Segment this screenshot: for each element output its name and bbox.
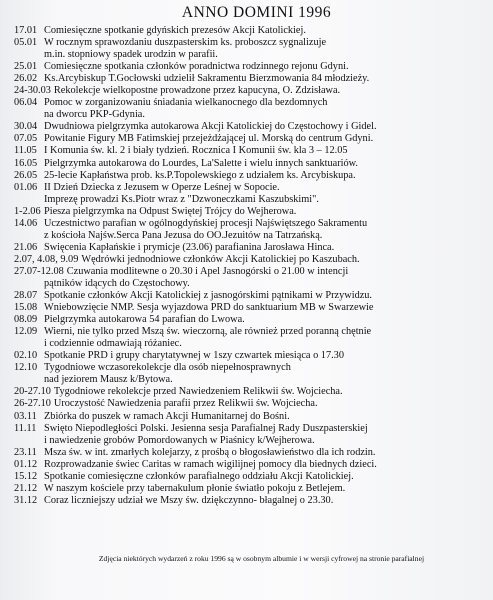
- entry-continuation: m.in. stopniowy spadek urodzin w parafii.: [44, 49, 218, 61]
- chronicle-entry: [14, 25, 484, 37]
- entry-date: 1-2.06: [14, 205, 41, 217]
- entry-text: II Dzień Dziecka z Jezusem w Operze Leśnej w Sopocie.: [44, 181, 280, 193]
- entry-text: Piesza pielgrzymka na Odpust Świętej Trójcy do Wejherowa.: [44, 205, 297, 217]
- entry-continuation: Imprezę prowadzi Ks.Piotr wraz z "Dzwoneczkami Kaszubskimi".: [44, 193, 319, 205]
- entry-date: 31.12: [14, 494, 38, 506]
- entry-text: Pielgrzymka autokarowa 54 parafian do Lwowa.: [44, 314, 245, 326]
- chronicle-entry: [14, 386, 484, 398]
- entry-text: Dwudniowa pielgrzymka autokarowa Akcji Katolickiej do Częstochowy i Gidel.: [44, 121, 377, 133]
- entry-text: Święto Niepodległości Polski. Jesienna sesja Parafialnej Rady Duszpasterskiej: [44, 422, 368, 434]
- entry-date: 12.09: [14, 326, 38, 338]
- chronicle-entry: [14, 350, 484, 362]
- entry-text: Zbiórka do puszek w ramach Akcji Humanitarnej do Bośni.: [44, 410, 290, 422]
- entry-text: Rekolekcje wielkopostne prowadzone przez kapucyna, O. Zdzisława.: [53, 85, 341, 97]
- entry-text: W rocznym sprawozdaniu duszpasterskim ks. proboszcz sygnalizuje: [44, 37, 327, 49]
- chronicle-entry: [14, 85, 484, 97]
- entry-text: I Komunia św. kl. 2 i biały tydzień. Rocznica I Komunii św. kla 3 – 12.05: [44, 145, 348, 157]
- chronicle-entry: [14, 495, 484, 507]
- entry-date: 27.07-12.08: [14, 265, 64, 277]
- entry-date: 24-30.03: [14, 85, 51, 97]
- chronicle-entry: [14, 459, 484, 471]
- entry-date: 03.11: [14, 410, 37, 422]
- entry-date: 07.05: [14, 133, 38, 145]
- entry-text: Pomoc w zorganizowaniu śniadania wielkanocnego dla bezdomnych: [44, 97, 328, 109]
- entry-text: Spotkanie comiesięczne członków parafialnego oddziału Akcji Katolickiej.: [44, 470, 354, 482]
- chronicle-entry: [14, 326, 484, 338]
- chronicle-entry: [14, 97, 484, 109]
- entry-continuation: i nawiedzenie grobów Pomordowanych w Piaśnicy k/Wejherowa.: [44, 434, 315, 446]
- entry-text: Ks.Arcybiskup T.Gocłowski udzielił Sakramentu Bierzmowania 84 młodzieży.: [44, 73, 370, 85]
- chronicle-entry: [14, 73, 484, 85]
- entry-text: Czuwania modlitewne o 20.30 i Apel Jasnogórski o 21.00 w intencji: [66, 265, 349, 277]
- chronicle-entry: [14, 362, 484, 374]
- entry-date: 15.12: [14, 470, 38, 482]
- chronicle-entry: [14, 145, 484, 157]
- entry-text: Pielgrzymka autokarowa do Lourdes, La'Salette i wielu innych sanktuariów.: [44, 157, 359, 169]
- chronicle-entry: [14, 290, 484, 302]
- footer-note: Zdjęcia niektórych wydarzeń z roku 1996 są w osobnym albumie i w wersji cyfrowej na stronie parafialnej: [98, 554, 425, 563]
- entry-text: Comiesięczne spotkanie gdyńskich prezesów Akcji Katolickiej.: [44, 25, 306, 36]
- entry-date: 08.09: [14, 314, 38, 326]
- entry-text: Rozprowadzanie świec Caritas w ramach wigilijnej pomocy dla biednych dzieci.: [44, 458, 377, 470]
- entry-text: W naszym kościele przy tabernakulum płonie światło pokoju z Betlejem.: [44, 482, 346, 494]
- entry-date: 06.04: [14, 97, 38, 109]
- chronicle-entry: [14, 483, 484, 495]
- entry-text: Msza św. w int. zmarłych kolejarzy, z prośbą o błogosławieństwo dla ich rodzin.: [44, 446, 376, 458]
- chronicle-entry: [14, 182, 484, 194]
- entry-date: 01.06: [14, 181, 38, 193]
- chronicle-entry: [14, 158, 484, 170]
- entry-date: 21.12: [14, 482, 38, 494]
- entry-continuation: i codziennie odmawiają różaniec.: [44, 338, 182, 350]
- chronicle-entry: [14, 170, 484, 182]
- chronicle-entries: [14, 25, 484, 507]
- chronicle-entry: [14, 121, 484, 133]
- entry-text: Spotkanie PRD i grupy charytatywnej w 1szy czwartek miesiąca o 17.30: [44, 350, 344, 362]
- entry-date: 15.08: [14, 302, 38, 314]
- entry-continuation: na dworcu PKP-Gdynia.: [44, 109, 145, 121]
- chronicle-entry: [14, 423, 484, 435]
- entry-date: 26.02: [14, 73, 38, 85]
- chronicle-entry: [14, 471, 484, 483]
- entry-text: Wierni, nie tylko przed Mszą św. wieczorną, ale również przed poranną chętnie: [44, 326, 372, 338]
- chronicle-entry: [14, 37, 484, 49]
- entry-text: Powitanie Figury MB Fatimskiej przejeżdżającej ul. Morską do centrum Gdyni.: [44, 133, 374, 145]
- entry-date: 16.05: [14, 157, 38, 169]
- entry-text: Tygodniowe rekolekcje przed Nawiedzeniem Relikwii św. Wojciecha.: [53, 386, 343, 398]
- entry-text: Święcenia Kapłańskie i prymicje (23.06) parafianina Jarosława Hinca.: [44, 241, 335, 253]
- entry-text: Coraz liczniejszy udział we Mszy św. dziękczynno- błagalnej o 23.30.: [44, 494, 334, 506]
- entry-continuation: nad jeziorem Mausz k/Bytowa.: [44, 374, 173, 386]
- chronicle-entry: [14, 314, 484, 326]
- entry-date: 26.05: [14, 169, 38, 181]
- entry-date: 11.05: [14, 145, 37, 157]
- chronicle-entry: [14, 61, 484, 73]
- entry-text: Comiesięczne spotkania członków poradnictwa rodzinnego rejonu Gdyni.: [44, 61, 349, 73]
- chronicle-entry: [14, 242, 484, 254]
- entry-text: Uczestnictwo parafian w ogólnogdyńskiej procesji Najświętszego Sakramentu: [44, 217, 368, 229]
- entry-date: 25.01: [14, 61, 38, 73]
- chronicle-entry: [14, 133, 484, 145]
- entry-text: 25-lecie Kapłaństwa prob. ks.P.Topolewskiego z udziałem ks. Arcybiskupa.: [44, 169, 356, 181]
- entry-continuation: pątników idących do Częstochowy.: [44, 277, 190, 289]
- entry-text: Wniebowzięcie NMP. Sesja wyjazdowa PRD do sanktuarium MB w Swarzewie: [44, 302, 374, 314]
- entry-text: Uroczystość Nawiedzenia parafii przez Relikwii św. Wojciecha.: [53, 398, 318, 410]
- entry-date: 30.04: [14, 121, 38, 133]
- page-title: ANNO DOMINI 1996: [181, 4, 332, 21]
- entry-date: 05.01: [14, 37, 38, 49]
- entry-text: Tygodniowe wczasorekolekcje dla osób niepełnosprawnych: [44, 362, 291, 374]
- entry-date: 01.12: [14, 458, 38, 470]
- chronicle-entry: [14, 218, 484, 230]
- entry-date: 23.11: [14, 446, 37, 458]
- chronicle-entry: [14, 206, 484, 218]
- chronicle-entry: [14, 254, 484, 266]
- entry-date: 26-27.10: [14, 398, 51, 410]
- entry-continuation: z kościoła Najśw.Serca Pana Jezusa do OO.Jezuitów na Tatrzańską.: [44, 229, 323, 241]
- entry-date: 17.01: [14, 25, 38, 36]
- entry-date: 12.10: [14, 362, 38, 374]
- chronicle-entry: [14, 447, 484, 459]
- chronicle-entry: [14, 398, 484, 410]
- entry-date: 11.11: [14, 422, 37, 434]
- entry-text: Spotkanie członków Akcji Katolickiej z jasnogórskimi pątnikami w Przywidzu.: [44, 290, 373, 302]
- entry-date: 2.07, 4.08, 9.09: [14, 253, 79, 265]
- entry-date: 28.07: [14, 290, 38, 302]
- entry-date: 14.06: [14, 217, 38, 229]
- entry-date: 20-27.10: [14, 386, 51, 398]
- chronicle-entry: [14, 411, 484, 423]
- entry-date: 21.06: [14, 241, 38, 253]
- entry-date: 02.10: [14, 350, 38, 362]
- entry-text: Wędrówki jednodniowe członków Akcji Katolickiej po Kaszubach.: [81, 253, 360, 265]
- chronicle-entry: [14, 266, 484, 278]
- chronicle-entry: [14, 302, 484, 314]
